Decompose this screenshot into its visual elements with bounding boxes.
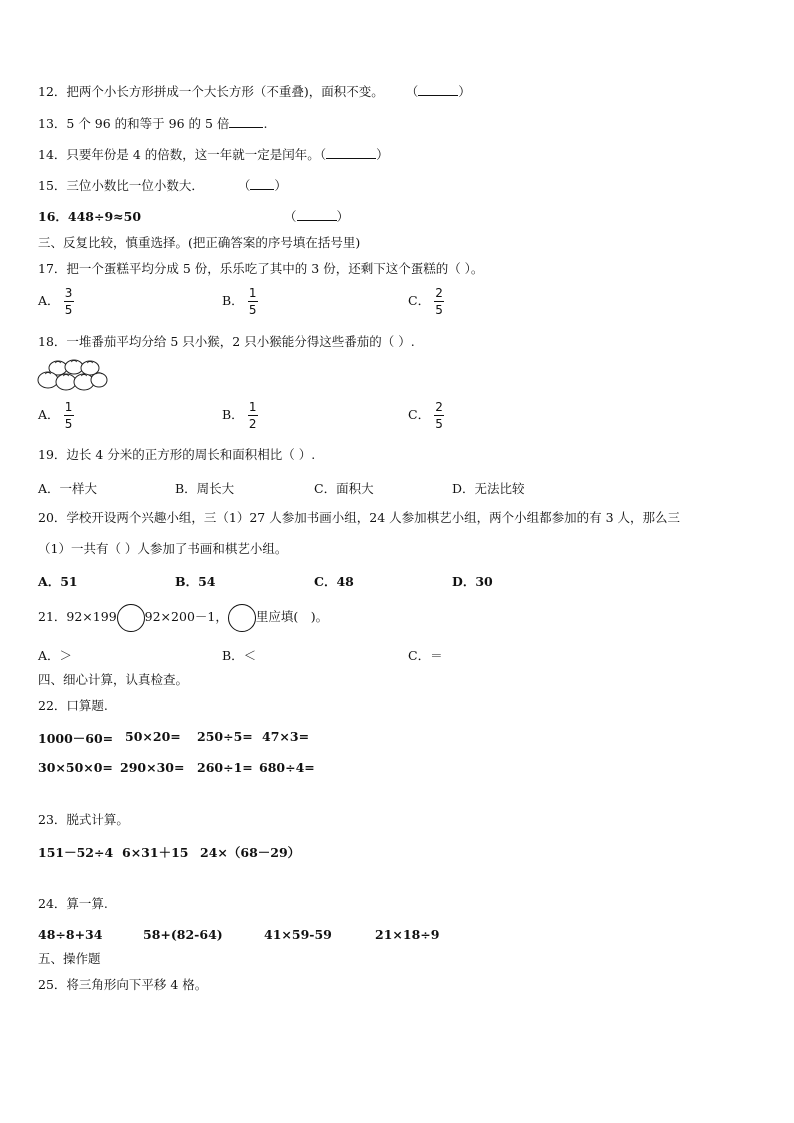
answer-blank[interactable] bbox=[297, 209, 337, 221]
q19-option-c[interactable]: C．面积大 bbox=[314, 481, 374, 496]
q21-option-c[interactable]: C．＝ bbox=[408, 648, 443, 663]
calc-item: 680÷4= bbox=[259, 760, 315, 775]
q21-option-a[interactable]: A．＞ bbox=[38, 648, 73, 663]
question-16: 16．448÷9≈50 bbox=[38, 209, 142, 224]
question-14: 14．只要年份是 4 的倍数，这一年就一定是闰年。（ ） bbox=[38, 147, 389, 162]
question-13: 13．5 个 96 的和等于 96 的 5 倍 . bbox=[38, 116, 268, 131]
q17-option-b[interactable]: B． $\frac{1}{5}$ bbox=[222, 286, 257, 317]
answer-blank[interactable] bbox=[250, 178, 274, 190]
question-19: 19．边长 4 分米的正方形的周长和面积相比（ ）. bbox=[38, 447, 316, 462]
question-22-title: 22．口算题. bbox=[38, 698, 108, 713]
calc-item: 250÷5= bbox=[197, 729, 253, 744]
calc-item: 48÷8+34 bbox=[38, 927, 103, 942]
calc-item: 151－52÷4 bbox=[38, 845, 114, 860]
calc-item: 1000－60= bbox=[38, 731, 114, 746]
calc-item: 30×50×0= bbox=[38, 760, 113, 775]
question-20-line-1: 20．学校开设两个兴趣小组，三（1）27 人参加书画小组，24 人参加棋艺小组，两个小组都参加的有 3 人，那么三 bbox=[38, 510, 681, 525]
section-5-heading: 五、操作题 bbox=[38, 951, 101, 966]
q20-option-b[interactable]: B．54 bbox=[175, 574, 216, 589]
calc-item: 24×（68－29） bbox=[200, 845, 301, 860]
calc-item: 290×30= bbox=[120, 760, 185, 775]
question-21: 21．92×199 92×200－1， 里应填( )。 bbox=[38, 609, 328, 626]
fraction: $\frac{3}{5}$ bbox=[64, 286, 73, 317]
q18-option-b[interactable]: B． $\frac{1}{2}$ bbox=[222, 400, 257, 431]
calc-item: 58+(82-64) bbox=[143, 927, 223, 942]
q19-option-d[interactable]: D．无法比较 bbox=[452, 481, 525, 496]
question-24-title: 24．算一算. bbox=[38, 896, 108, 911]
calc-item: 21×18÷9 bbox=[375, 927, 440, 942]
question-15: 15．三位小数比一位小数大． （ ） bbox=[38, 178, 287, 193]
question-18: 18．一堆番茄平均分给 5 只小猴，2 只小猴能分得这些番茄的（ ）. bbox=[38, 334, 415, 349]
calc-item: 47×3= bbox=[262, 729, 310, 744]
question-25: 25．将三角形向下平移 4 格。 bbox=[38, 977, 208, 992]
q20-option-a[interactable]: A．51 bbox=[38, 574, 78, 589]
calc-item: 6×31＋15 bbox=[122, 845, 189, 860]
calc-item: 50×20= bbox=[125, 729, 181, 744]
answer-blank[interactable] bbox=[418, 84, 458, 96]
fraction: $\frac{1}{5}$ bbox=[64, 400, 73, 431]
calc-item: 41×59-59 bbox=[264, 927, 332, 942]
q17-option-c[interactable]: C． $\frac{2}{5}$ bbox=[408, 286, 443, 317]
q20-option-d[interactable]: D．30 bbox=[452, 574, 493, 589]
q20-option-c[interactable]: C．48 bbox=[314, 574, 354, 589]
q18-option-c[interactable]: C． $\frac{2}{5}$ bbox=[408, 400, 443, 431]
fraction: $\frac{2}{5}$ bbox=[435, 400, 443, 431]
q17-option-a[interactable]: A． $\frac{3}{5}$ bbox=[38, 286, 73, 317]
answer-blank[interactable] bbox=[326, 147, 376, 159]
q19-option-b[interactable]: B．周长大 bbox=[175, 481, 235, 496]
q18-option-a[interactable]: A． $\frac{1}{5}$ bbox=[38, 400, 73, 431]
fraction: $\frac{2}{5}$ bbox=[435, 286, 443, 317]
fraction: $\frac{1}{2}$ bbox=[248, 400, 257, 431]
comparison-circle[interactable] bbox=[117, 604, 145, 632]
question-12: 12．把两个小长方形拼成一个大长方形（不重叠)，面积不变。 （ ） bbox=[38, 84, 471, 99]
tomatoes-pile-image bbox=[36, 358, 108, 394]
calc-item: 260÷1= bbox=[197, 760, 253, 775]
q19-option-a[interactable]: A．一样大 bbox=[38, 481, 98, 496]
question-16-bracket: （ ） bbox=[284, 209, 350, 224]
question-20-line-2: （1）一共有（ ）人参加了书画和棋艺小组。 bbox=[38, 541, 288, 556]
answer-blank[interactable] bbox=[229, 116, 263, 128]
q21-option-b[interactable]: B．＜ bbox=[222, 648, 257, 663]
question-17: 17．把一个蛋糕平均分成 5 份，乐乐吃了其中的 3 份，还剩下这个蛋糕的（ ）。 bbox=[38, 261, 484, 276]
fraction: $\frac{1}{5}$ bbox=[248, 286, 257, 317]
section-3-heading: 三、反复比较，慎重选择。(把正确答案的序号填在括号里) bbox=[38, 235, 361, 250]
question-23-title: 23．脱式计算。 bbox=[38, 812, 129, 827]
section-4-heading: 四、细心计算，认真检查。 bbox=[38, 672, 189, 687]
comparison-circle bbox=[228, 604, 256, 632]
